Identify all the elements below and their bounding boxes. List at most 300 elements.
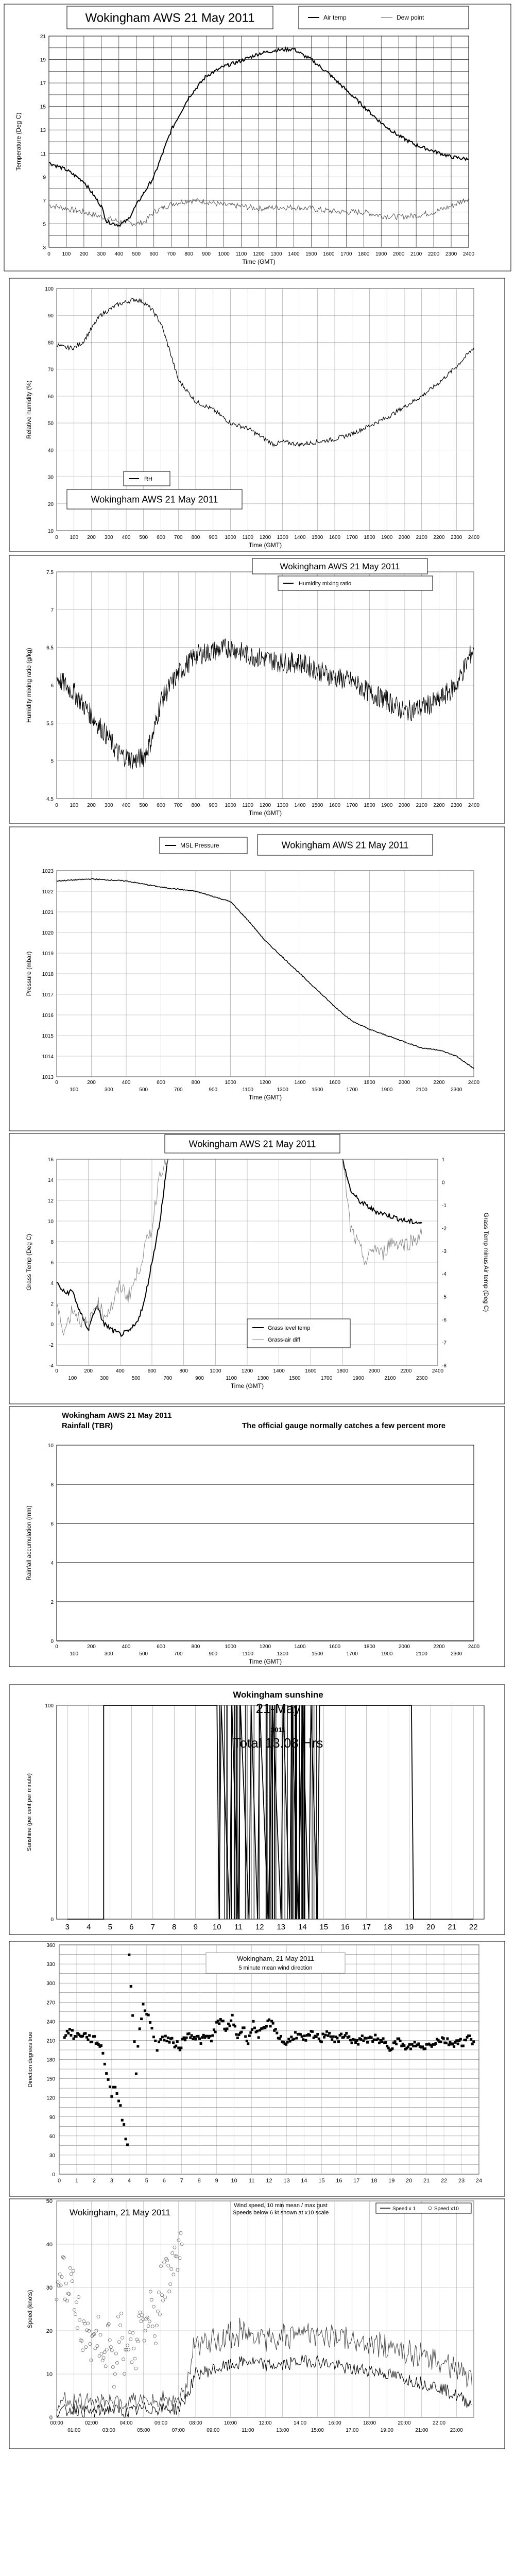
y-tick-label: 60 bbox=[47, 394, 54, 400]
x-tick-label: 0 bbox=[57, 2178, 61, 2184]
data-point bbox=[119, 2104, 122, 2107]
x-tick-label: 7 bbox=[180, 2178, 183, 2184]
data-point bbox=[81, 2035, 84, 2038]
x-tick-label: 1300 bbox=[277, 535, 288, 540]
data-point bbox=[226, 2027, 229, 2030]
x-tick-label: 100 bbox=[62, 251, 71, 257]
x-tick-label: 2200 bbox=[427, 251, 440, 257]
data-point bbox=[469, 2035, 471, 2037]
data-point bbox=[442, 2037, 445, 2040]
data-point bbox=[248, 2035, 251, 2037]
data-point bbox=[253, 2027, 256, 2029]
data-point bbox=[434, 2042, 437, 2045]
data-point bbox=[171, 2037, 174, 2040]
data-point bbox=[332, 2036, 335, 2038]
y-tick-label: 100 bbox=[45, 1703, 54, 1709]
x-tick-label: 600 bbox=[149, 251, 159, 257]
x-tick-label: 2 bbox=[92, 2178, 96, 2184]
y-tick-label: 30 bbox=[46, 2285, 53, 2291]
x-tick-label: 1000 bbox=[218, 251, 230, 257]
x-tick-label: 1700 bbox=[346, 1651, 358, 1657]
chart-grass-temp bbox=[9, 1133, 505, 1404]
x-tick-label: 200 bbox=[87, 803, 96, 808]
x-tick-label: 1800 bbox=[364, 1080, 375, 1086]
y-tick-label: 60 bbox=[49, 2133, 55, 2140]
x-tick-label: 900 bbox=[202, 251, 211, 257]
x-tick-label: 1900 bbox=[381, 803, 393, 808]
data-point bbox=[209, 2035, 211, 2038]
data-point bbox=[184, 2039, 186, 2041]
x-tick-label: 6 bbox=[162, 2178, 166, 2184]
data-point bbox=[100, 2044, 102, 2047]
x-tick-label: 22 bbox=[440, 2178, 448, 2184]
y-tick-label: 2 bbox=[50, 1600, 54, 1605]
x-tick-label: 12:00 bbox=[259, 2420, 272, 2426]
y-tick-label: 0 bbox=[50, 1639, 54, 1645]
x-tick-label: 2200 bbox=[433, 1080, 445, 1086]
x-tick-label: 2400 bbox=[432, 1368, 444, 1374]
x-tick-label: 700 bbox=[167, 251, 176, 257]
data-point bbox=[324, 2033, 327, 2036]
data-point bbox=[140, 2018, 143, 2020]
data-point bbox=[399, 2040, 402, 2042]
x-axis-label: Time (GMT) bbox=[248, 1094, 282, 1101]
x-tick-label: 900 bbox=[209, 1087, 218, 1093]
data-point bbox=[304, 2039, 307, 2042]
y-tick-label: 21 bbox=[40, 34, 46, 40]
data-point bbox=[395, 2043, 398, 2045]
x-tick-label: 10 bbox=[212, 1923, 221, 1931]
data-point bbox=[440, 2041, 442, 2043]
x-tick-label: 16 bbox=[336, 2178, 342, 2184]
data-point bbox=[188, 2032, 191, 2035]
x-tick-label: 2200 bbox=[433, 803, 445, 808]
data-point bbox=[110, 2095, 113, 2098]
y-tick-label: 330 bbox=[46, 1962, 55, 1968]
x-tick-label: 13:00 bbox=[276, 2428, 289, 2433]
x-tick-label: 1000 bbox=[225, 535, 236, 540]
chart-title: Wokingham AWS 21 May 2011 bbox=[91, 494, 218, 505]
data-point bbox=[453, 2045, 455, 2048]
chart-rainfall bbox=[9, 1406, 505, 1667]
x-tick-label: 05:00 bbox=[137, 2428, 150, 2433]
x-tick-label: 900 bbox=[209, 1651, 218, 1657]
x-tick-label: 2300 bbox=[445, 251, 457, 257]
x-tick-label: 600 bbox=[157, 803, 165, 808]
y-tick-label: 10 bbox=[47, 1443, 54, 1449]
data-point bbox=[340, 2032, 342, 2035]
x-tick-label: 19:00 bbox=[380, 2428, 393, 2433]
data-point bbox=[356, 2039, 358, 2042]
data-point bbox=[175, 2045, 177, 2047]
y-tick-label: 360 bbox=[46, 1943, 55, 1948]
y-tick-label: 2 bbox=[50, 1301, 54, 1307]
x-axis-label: Time (GMT) bbox=[248, 809, 282, 817]
x-tick-label: 9 bbox=[193, 1923, 198, 1931]
x-tick-label: 2300 bbox=[451, 535, 462, 540]
data-point bbox=[365, 2037, 367, 2040]
x-tick-label: 10:00 bbox=[224, 2420, 237, 2426]
x-tick-label: 500 bbox=[139, 803, 148, 808]
x-tick-label: 1700 bbox=[346, 535, 358, 540]
x-tick-label: 400 bbox=[122, 1644, 131, 1650]
x-tick-label: 600 bbox=[147, 1368, 157, 1374]
data-point bbox=[349, 2039, 352, 2041]
data-point bbox=[243, 2026, 246, 2029]
data-point bbox=[131, 2014, 134, 2017]
chart-title: Wokingham AWS 21 May 2011 bbox=[280, 562, 400, 572]
y-tick-label: 1019 bbox=[42, 951, 54, 957]
data-point bbox=[331, 2038, 333, 2041]
data-point bbox=[234, 2025, 236, 2027]
x-tick-label: 0 bbox=[55, 1368, 58, 1374]
x-tick-label: 17 bbox=[353, 2178, 360, 2184]
x-tick-label: 17 bbox=[362, 1923, 371, 1931]
x-tick-label: 1800 bbox=[364, 1644, 375, 1650]
x-tick-label: 2100 bbox=[410, 251, 422, 257]
x-tick-label: 1300 bbox=[277, 803, 288, 808]
x-tick-label: 01:00 bbox=[67, 2428, 81, 2433]
y-tick-label: 11 bbox=[40, 151, 46, 157]
x-tick-label: 0 bbox=[55, 1080, 58, 1086]
x-tick-label: 1300 bbox=[277, 1651, 288, 1657]
x-tick-label: 18:00 bbox=[363, 2420, 376, 2426]
x-tick-label: 21:00 bbox=[415, 2428, 428, 2433]
data-point bbox=[149, 2021, 151, 2024]
y-tick-label: 3 bbox=[43, 245, 46, 251]
data-point bbox=[73, 2038, 75, 2040]
x-tick-label: 07:00 bbox=[171, 2428, 185, 2433]
legend-label-hmr: Humidity mixing ratio bbox=[299, 581, 352, 587]
x-tick-label: 1600 bbox=[305, 1368, 317, 1374]
y-tick-label: 17 bbox=[40, 81, 46, 87]
legend-label-air: Air temp bbox=[323, 14, 347, 21]
y-tick-label: 20 bbox=[46, 2328, 53, 2334]
x-tick-label: 100 bbox=[70, 1087, 79, 1093]
data-point bbox=[200, 2042, 202, 2045]
x-tick-label: 1900 bbox=[381, 1651, 393, 1657]
y-tick-label: 50 bbox=[47, 421, 54, 427]
x-tick-label: 800 bbox=[191, 535, 200, 540]
x-tick-label: 1200 bbox=[259, 1080, 271, 1086]
x-tick-label: 14:00 bbox=[293, 2420, 307, 2426]
x-tick-label: 1700 bbox=[346, 803, 358, 808]
data-point bbox=[176, 2040, 179, 2043]
x-tick-label: 700 bbox=[174, 803, 183, 808]
y-tick-label: 1020 bbox=[42, 930, 54, 936]
x-tick-label: 2000 bbox=[398, 1080, 410, 1086]
chart-subtitle-2: Speeds below 6 kt shown at x10 scale bbox=[232, 2210, 329, 2216]
y-tick-label: 1013 bbox=[42, 1075, 54, 1080]
data-point bbox=[185, 2037, 188, 2039]
data-point bbox=[374, 2033, 376, 2036]
data-point bbox=[408, 2043, 411, 2046]
y-tick-label: 1014 bbox=[42, 1054, 54, 1060]
x-tick-label: 2100 bbox=[416, 1087, 427, 1093]
x-tick-label: 1900 bbox=[375, 251, 387, 257]
data-point bbox=[274, 2028, 277, 2030]
data-point bbox=[107, 2078, 110, 2081]
x-tick-label: 1300 bbox=[257, 1376, 269, 1381]
data-point bbox=[459, 2038, 462, 2041]
x-tick-label: 400 bbox=[122, 1080, 131, 1086]
data-point bbox=[445, 2042, 448, 2044]
data-point bbox=[302, 2038, 304, 2041]
chart-title: Wokingham AWS 21 May 2011 bbox=[85, 11, 255, 25]
x-tick-label: 700 bbox=[174, 1087, 183, 1093]
x-tick-label: 15:00 bbox=[311, 2428, 324, 2433]
data-point bbox=[414, 2041, 416, 2043]
x-tick-label: 2300 bbox=[451, 1087, 462, 1093]
y2-tick-label: -2 bbox=[442, 1226, 447, 1232]
data-point bbox=[201, 2036, 203, 2039]
data-point bbox=[125, 2138, 127, 2140]
y-tick-label: 8 bbox=[50, 1482, 54, 1488]
x-tick-label: 1700 bbox=[346, 1087, 358, 1093]
y-tick-label: 8 bbox=[50, 1240, 54, 1245]
x-tick-label: 300 bbox=[100, 1376, 109, 1381]
x-tick-label: 800 bbox=[191, 1644, 200, 1650]
x-tick-label: 20:00 bbox=[398, 2420, 411, 2426]
chart-title: Wokingham sunshine bbox=[233, 1690, 323, 1700]
chart-year: 2011 bbox=[270, 1726, 286, 1734]
data-point bbox=[247, 2042, 249, 2045]
data-point bbox=[337, 2040, 340, 2043]
data-point bbox=[424, 2047, 426, 2050]
y-tick-label: 40 bbox=[46, 2242, 53, 2248]
x-tick-label: 21 bbox=[448, 1923, 457, 1931]
data-point bbox=[218, 2022, 220, 2025]
data-point bbox=[249, 2031, 252, 2034]
x-tick-label: 13 bbox=[277, 1923, 286, 1931]
x-tick-label: 1000 bbox=[225, 1080, 236, 1086]
data-point bbox=[84, 2032, 87, 2035]
y2-tick-label: -7 bbox=[442, 1340, 447, 1346]
x-axis-label: Time (GMT) bbox=[230, 1382, 264, 1389]
data-point bbox=[214, 2030, 217, 2033]
data-point bbox=[191, 2034, 193, 2037]
y-tick-label: 30 bbox=[49, 2153, 55, 2159]
data-point bbox=[126, 2143, 129, 2146]
data-point bbox=[167, 2037, 169, 2039]
y-tick-label: 6 bbox=[50, 1260, 54, 1266]
chart-subtitle: Wind speed, 10 min mean / max gust bbox=[234, 2202, 328, 2209]
x-axis-label: Time (GMT) bbox=[248, 1658, 282, 1665]
y-tick-label: 7.5 bbox=[46, 570, 54, 575]
data-point bbox=[265, 2025, 268, 2027]
data-point bbox=[287, 2038, 290, 2040]
legend-label-rh: RH bbox=[144, 476, 152, 482]
x-tick-label: 1500 bbox=[312, 1651, 323, 1657]
y-tick-label: 20 bbox=[47, 501, 54, 507]
x-tick-label: 2300 bbox=[451, 803, 462, 808]
data-point bbox=[294, 2031, 297, 2033]
x-tick-label: 400 bbox=[114, 251, 124, 257]
data-point bbox=[147, 2014, 150, 2016]
x-tick-label: 1200 bbox=[253, 251, 265, 257]
y-tick-label: 100 bbox=[45, 286, 54, 292]
y-tick-label: 300 bbox=[46, 1981, 55, 1987]
data-point bbox=[68, 2028, 71, 2030]
x-tick-label: 1600 bbox=[329, 1644, 341, 1650]
data-point bbox=[88, 2034, 91, 2037]
x-tick-label: 19 bbox=[388, 2178, 395, 2184]
data-point bbox=[105, 2072, 108, 2075]
data-point bbox=[121, 2119, 124, 2122]
y-tick-label: 50 bbox=[46, 2198, 53, 2205]
x-tick-label: 200 bbox=[87, 535, 96, 540]
data-point bbox=[448, 2043, 450, 2046]
y-tick-label: 4 bbox=[50, 1561, 54, 1566]
y-tick-label: 12 bbox=[47, 1198, 54, 1204]
x-axis-label: Time (GMT) bbox=[242, 258, 276, 265]
x-tick-label: 100 bbox=[70, 535, 79, 540]
data-point bbox=[276, 2031, 278, 2034]
x-tick-label: 500 bbox=[131, 1376, 141, 1381]
data-point bbox=[75, 2035, 78, 2038]
data-point bbox=[325, 2030, 328, 2033]
y2-tick-label: -4 bbox=[442, 1272, 447, 1278]
x-tick-label: 0 bbox=[55, 803, 58, 808]
data-point bbox=[470, 2038, 472, 2041]
legend-label-x10: Speed x10 bbox=[434, 2206, 459, 2212]
data-point bbox=[144, 2009, 146, 2012]
data-point bbox=[101, 2052, 104, 2055]
data-point bbox=[457, 2043, 459, 2045]
x-tick-label: 100 bbox=[70, 1651, 79, 1657]
data-point bbox=[269, 2025, 272, 2027]
y-tick-label: -2 bbox=[49, 1343, 54, 1348]
chart-wind-speed bbox=[9, 2198, 505, 2449]
data-point bbox=[285, 2043, 287, 2046]
x-tick-label: 00:00 bbox=[50, 2420, 63, 2426]
y-tick-label: 1015 bbox=[42, 1033, 54, 1039]
x-tick-label: 800 bbox=[191, 1080, 200, 1086]
y2-tick-label: 1 bbox=[442, 1157, 445, 1163]
y-tick-label: 4 bbox=[50, 1281, 54, 1286]
data-point bbox=[394, 2040, 397, 2043]
data-point bbox=[198, 2038, 201, 2040]
data-point bbox=[159, 2038, 162, 2041]
x-tick-label: 2000 bbox=[398, 1644, 410, 1650]
data-point bbox=[472, 2040, 475, 2043]
data-point bbox=[139, 2027, 141, 2030]
x-tick-label: 8 bbox=[197, 2178, 201, 2184]
y-tick-label: 0 bbox=[50, 1917, 54, 1923]
data-point bbox=[256, 2030, 259, 2032]
data-point bbox=[315, 2036, 318, 2038]
y-tick-label: 6.5 bbox=[46, 645, 54, 651]
y-axis-label: Direction degrees true bbox=[27, 2031, 33, 2088]
x-tick-label: 1 bbox=[75, 2178, 79, 2184]
x-tick-label: 1500 bbox=[312, 535, 323, 540]
x-tick-label: 700 bbox=[174, 1651, 183, 1657]
x-tick-label: 1800 bbox=[336, 1368, 349, 1374]
data-point bbox=[278, 2037, 281, 2040]
data-point bbox=[407, 2045, 409, 2048]
data-point bbox=[382, 2037, 385, 2040]
data-point bbox=[252, 2020, 254, 2023]
chart-total: Total 13.08 Hrs bbox=[233, 1735, 323, 1751]
x-tick-label: 100 bbox=[70, 803, 79, 808]
data-point bbox=[123, 2123, 125, 2126]
data-point bbox=[446, 2037, 449, 2040]
y-tick-label: 6 bbox=[50, 683, 54, 689]
data-point bbox=[293, 2038, 295, 2040]
y-tick-label: 120 bbox=[46, 2095, 55, 2102]
x-tick-label: 300 bbox=[104, 1087, 113, 1093]
data-point bbox=[289, 2040, 291, 2043]
data-point bbox=[295, 2037, 298, 2040]
x-tick-label: 1500 bbox=[312, 1087, 323, 1093]
data-point bbox=[116, 2092, 118, 2095]
data-point bbox=[344, 2034, 347, 2037]
y-tick-label: 0 bbox=[49, 2415, 53, 2421]
data-point bbox=[182, 2037, 185, 2039]
x-tick-label: 12 bbox=[266, 2178, 272, 2184]
x-tick-label: 1100 bbox=[242, 1087, 254, 1093]
x-tick-label: 1500 bbox=[305, 251, 317, 257]
data-point bbox=[370, 2036, 373, 2039]
x-tick-label: 8 bbox=[172, 1923, 177, 1931]
x-tick-label: 900 bbox=[209, 535, 218, 540]
data-point bbox=[156, 2049, 159, 2052]
chart-sunshine bbox=[9, 1685, 505, 1935]
y-tick-label: 19 bbox=[40, 57, 46, 63]
x-tick-label: 2200 bbox=[433, 535, 445, 540]
data-point bbox=[93, 2035, 96, 2038]
x-tick-label: 1800 bbox=[358, 251, 370, 257]
data-point bbox=[471, 2043, 474, 2045]
x-tick-label: 11:00 bbox=[242, 2428, 254, 2433]
x-tick-label: 600 bbox=[157, 1080, 165, 1086]
data-point bbox=[316, 2033, 319, 2036]
y-tick-label: 1017 bbox=[42, 992, 54, 998]
data-point bbox=[318, 2038, 320, 2040]
x-tick-label: 1200 bbox=[241, 1368, 253, 1374]
x-tick-label: 1400 bbox=[294, 1644, 306, 1650]
x-tick-label: 15 bbox=[318, 2178, 325, 2184]
data-point bbox=[280, 2035, 282, 2038]
data-point bbox=[452, 2042, 454, 2045]
data-point bbox=[268, 2019, 270, 2021]
y2-tick-label: 0 bbox=[442, 1180, 445, 1186]
x-tick-label: 300 bbox=[97, 251, 106, 257]
data-point bbox=[321, 2032, 324, 2035]
x-tick-label: 12 bbox=[255, 1923, 264, 1931]
y-tick-label: 1023 bbox=[42, 869, 54, 874]
x-tick-label: 03:00 bbox=[102, 2428, 115, 2433]
data-point bbox=[345, 2032, 348, 2035]
x-tick-label: 09:00 bbox=[207, 2428, 220, 2433]
x-tick-label: 2400 bbox=[468, 803, 480, 808]
data-point bbox=[158, 2041, 160, 2043]
x-tick-label: 1100 bbox=[242, 535, 254, 540]
x-tick-label: 1200 bbox=[259, 1644, 271, 1650]
x-tick-label: 2100 bbox=[384, 1376, 396, 1381]
x-tick-label: 15 bbox=[319, 1923, 329, 1931]
chart-pressure bbox=[9, 827, 505, 1131]
data-point bbox=[465, 2039, 467, 2041]
x-tick-label: 200 bbox=[79, 251, 89, 257]
y-tick-label: 180 bbox=[46, 2057, 55, 2063]
y-tick-label: 0 bbox=[52, 2172, 55, 2178]
data-point bbox=[366, 2041, 369, 2044]
data-point bbox=[142, 2003, 145, 2005]
y-tick-label: 80 bbox=[47, 340, 54, 346]
x-tick-label: 1500 bbox=[289, 1376, 301, 1381]
data-point bbox=[164, 2035, 167, 2037]
